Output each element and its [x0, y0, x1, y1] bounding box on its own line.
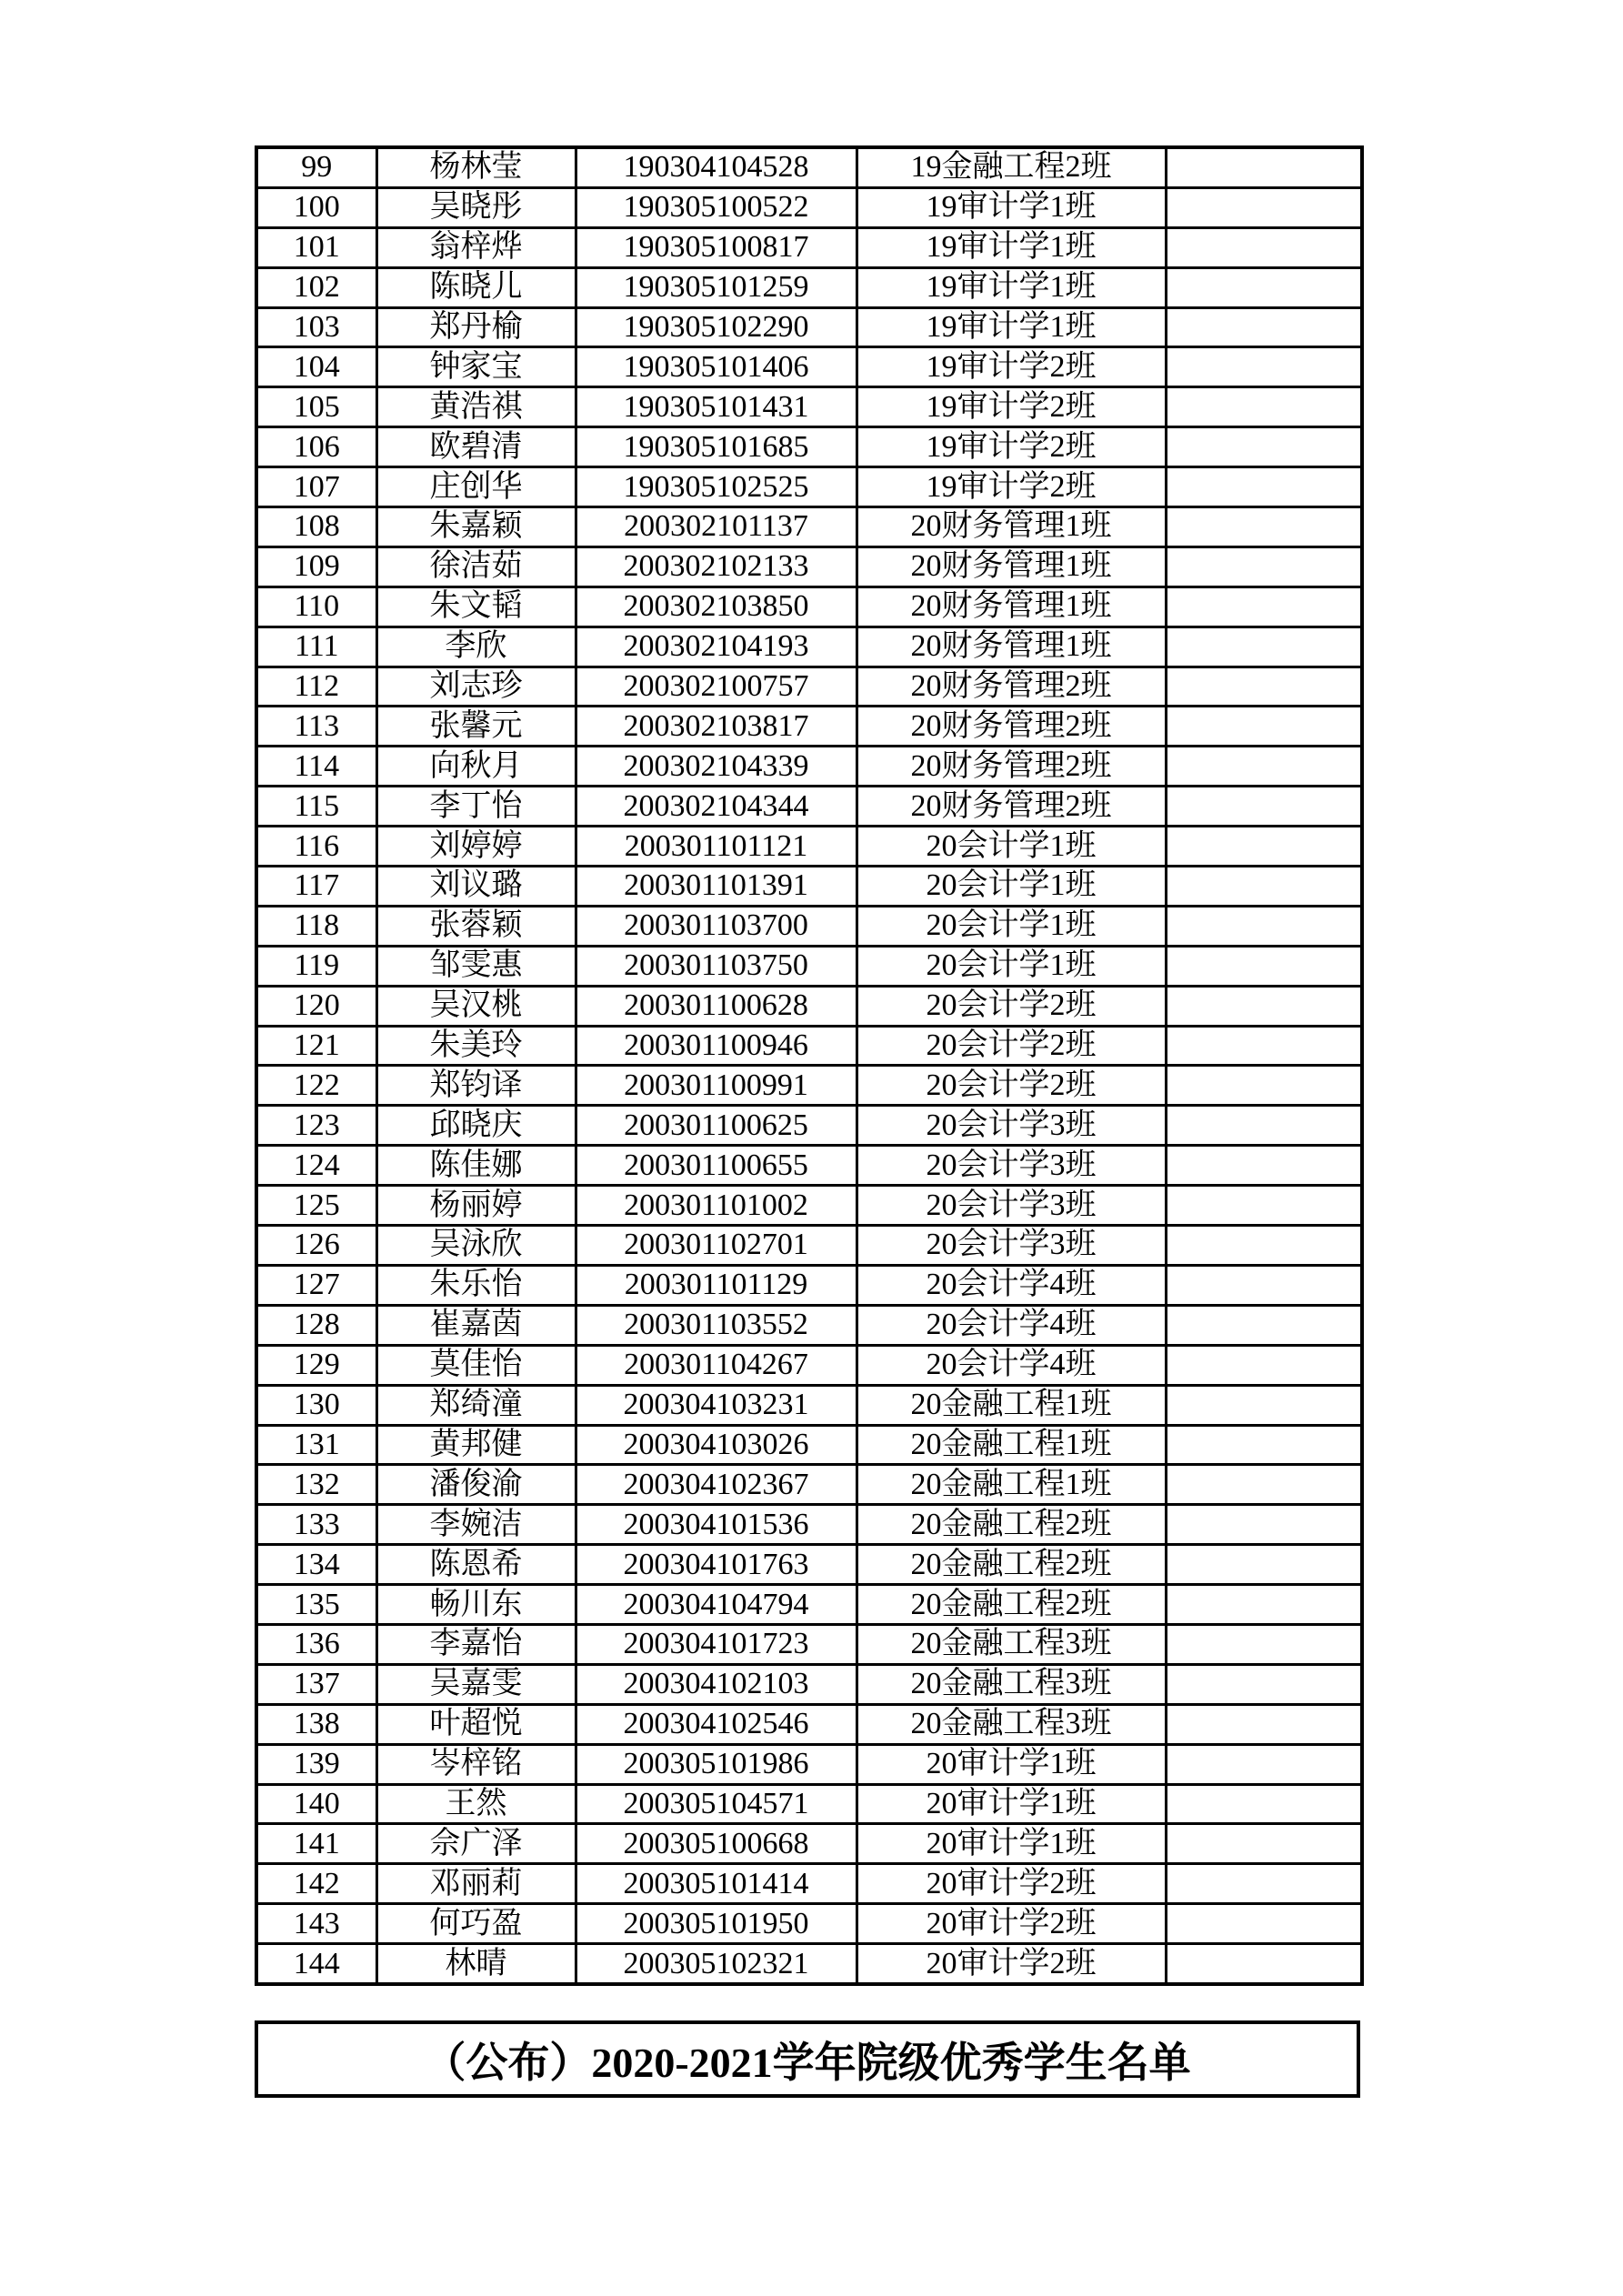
cell-name: 李婉洁 [376, 1505, 576, 1545]
table-row [256, 507, 1362, 547]
cell-student-id: 190305100522 [576, 187, 857, 227]
cell-no: 121 [256, 1026, 376, 1066]
cell-note [1166, 1186, 1362, 1226]
cell-student-id: 190305100817 [576, 227, 857, 267]
cell-name: 吴泳欣 [376, 1226, 576, 1266]
table-row [256, 347, 1362, 387]
cell-name: 刘志珍 [376, 667, 576, 707]
cell-note [1166, 747, 1362, 787]
cell-note [1166, 1425, 1362, 1465]
cell-class-name: 20审计学2班 [857, 1944, 1166, 1984]
cell-note [1166, 347, 1362, 387]
cell-name: 翁梓烨 [376, 227, 576, 267]
cell-name: 杨林莹 [376, 147, 576, 187]
cell-name: 朱乐怡 [376, 1265, 576, 1305]
cell-name: 郑钧译 [376, 1066, 576, 1106]
cell-name: 王然 [376, 1784, 576, 1824]
cell-name: 何巧盈 [376, 1904, 576, 1944]
cell-class-name: 19审计学1班 [857, 267, 1166, 307]
cell-no: 102 [256, 267, 376, 307]
cell-name: 刘议璐 [376, 867, 576, 907]
cell-note [1166, 467, 1362, 507]
cell-no: 100 [256, 187, 376, 227]
cell-class-name: 20财务管理2班 [857, 707, 1166, 747]
cell-note [1166, 1824, 1362, 1864]
cell-note [1166, 427, 1362, 467]
cell-no: 141 [256, 1824, 376, 1864]
cell-no: 135 [256, 1585, 376, 1625]
cell-class-name: 20财务管理1班 [857, 507, 1166, 547]
cell-class-name: 20审计学1班 [857, 1744, 1166, 1784]
table-row [256, 1305, 1362, 1345]
table-row [256, 787, 1362, 827]
cell-no: 109 [256, 546, 376, 587]
cell-note [1166, 1624, 1362, 1664]
cell-no: 113 [256, 707, 376, 747]
cell-student-id: 190305101685 [576, 427, 857, 467]
cell-name: 朱美玲 [376, 1026, 576, 1066]
cell-name: 张馨元 [376, 707, 576, 747]
cell-no: 142 [256, 1864, 376, 1904]
cell-student-id: 200301100655 [576, 1146, 857, 1186]
cell-name: 吴嘉雯 [376, 1664, 576, 1704]
cell-student-id: 200301101121 [576, 827, 857, 867]
cell-note [1166, 1664, 1362, 1704]
cell-student-id: 200304104794 [576, 1585, 857, 1625]
table-row [256, 1465, 1362, 1505]
table-row [256, 707, 1362, 747]
cell-note [1166, 587, 1362, 627]
cell-student-id: 200301101002 [576, 1186, 857, 1226]
table-row [256, 1026, 1362, 1066]
cell-no: 115 [256, 787, 376, 827]
table-row [256, 1784, 1362, 1824]
table-row [256, 1385, 1362, 1425]
cell-student-id: 200304103026 [576, 1425, 857, 1465]
cell-no: 138 [256, 1704, 376, 1744]
cell-student-id: 200304102367 [576, 1465, 857, 1505]
cell-student-id: 190304104528 [576, 147, 857, 187]
cell-no: 108 [256, 507, 376, 547]
cell-class-name: 20金融工程3班 [857, 1664, 1166, 1704]
table-row [256, 986, 1362, 1026]
cell-class-name: 20会计学2班 [857, 1026, 1166, 1066]
cell-name: 畅川东 [376, 1585, 576, 1625]
table-row [256, 1226, 1362, 1266]
cell-student-id: 200302104339 [576, 747, 857, 787]
cell-no: 129 [256, 1345, 376, 1385]
cell-class-name: 20审计学1班 [857, 1824, 1166, 1864]
table-row [256, 1425, 1362, 1465]
cell-class-name: 20会计学1班 [857, 827, 1166, 867]
cell-class-name: 20会计学3班 [857, 1186, 1166, 1226]
cell-student-id: 200302101137 [576, 507, 857, 547]
cell-note [1166, 1146, 1362, 1186]
cell-class-name: 19审计学1班 [857, 227, 1166, 267]
table-row [256, 827, 1362, 867]
cell-name: 吴晓彤 [376, 187, 576, 227]
cell-class-name: 20金融工程2班 [857, 1585, 1166, 1625]
cell-class-name: 19审计学2班 [857, 387, 1166, 427]
cell-student-id: 190305101406 [576, 347, 857, 387]
cell-note [1166, 1226, 1362, 1266]
cell-note [1166, 187, 1362, 227]
cell-class-name: 20财务管理1班 [857, 587, 1166, 627]
student-roster-table [255, 145, 1364, 1986]
cell-name: 吴汉桃 [376, 986, 576, 1026]
cell-note [1166, 507, 1362, 547]
cell-name: 叶超悦 [376, 1704, 576, 1744]
cell-class-name: 19金融工程2班 [857, 147, 1166, 187]
cell-student-id: 200302104193 [576, 627, 857, 667]
cell-class-name: 20金融工程2班 [857, 1505, 1166, 1545]
cell-no: 110 [256, 587, 376, 627]
cell-no: 128 [256, 1305, 376, 1345]
cell-note [1166, 1345, 1362, 1385]
cell-name: 潘俊渝 [376, 1465, 576, 1505]
cell-no: 136 [256, 1624, 376, 1664]
cell-no: 140 [256, 1784, 376, 1824]
cell-note [1166, 307, 1362, 347]
table-row [256, 307, 1362, 347]
cell-note [1166, 1106, 1362, 1146]
cell-note [1166, 1385, 1362, 1425]
table-row [256, 1624, 1362, 1664]
table-row [256, 906, 1362, 946]
cell-student-id: 200301103700 [576, 906, 857, 946]
cell-name: 李嘉怡 [376, 1624, 576, 1664]
cell-class-name: 20会计学3班 [857, 1146, 1166, 1186]
cell-no: 124 [256, 1146, 376, 1186]
cell-name: 李欣 [376, 627, 576, 667]
table-row [256, 1904, 1362, 1944]
cell-no: 101 [256, 227, 376, 267]
cell-student-id: 200304102103 [576, 1664, 857, 1704]
cell-note [1166, 667, 1362, 707]
table-row [256, 1664, 1362, 1704]
cell-name: 李丁怡 [376, 787, 576, 827]
cell-name: 刘婷婷 [376, 827, 576, 867]
cell-no: 134 [256, 1545, 376, 1585]
table-row [256, 187, 1362, 227]
cell-class-name: 19审计学1班 [857, 307, 1166, 347]
cell-name: 邱晓庆 [376, 1106, 576, 1146]
announcement-title-box [255, 2020, 1360, 2098]
cell-class-name: 20金融工程1班 [857, 1385, 1166, 1425]
cell-note [1166, 867, 1362, 907]
cell-note [1166, 1465, 1362, 1505]
table-row [256, 1944, 1362, 1984]
table-row [256, 546, 1362, 587]
cell-note [1166, 707, 1362, 747]
cell-note [1166, 1066, 1362, 1106]
table-row [256, 587, 1362, 627]
cell-class-name: 20会计学4班 [857, 1265, 1166, 1305]
cell-name: 陈晓儿 [376, 267, 576, 307]
cell-class-name: 20金融工程3班 [857, 1704, 1166, 1744]
table-row [256, 747, 1362, 787]
table-row [256, 467, 1362, 507]
cell-no: 120 [256, 986, 376, 1026]
cell-note [1166, 986, 1362, 1026]
cell-class-name: 20会计学1班 [857, 867, 1166, 907]
cell-name: 徐洁茹 [376, 546, 576, 587]
cell-name: 陈恩希 [376, 1545, 576, 1585]
cell-class-name: 20会计学2班 [857, 1066, 1166, 1106]
cell-name: 朱嘉颖 [376, 507, 576, 547]
cell-no: 132 [256, 1465, 376, 1505]
cell-note [1166, 147, 1362, 187]
cell-note [1166, 1305, 1362, 1345]
cell-no: 107 [256, 467, 376, 507]
cell-student-id: 190305102525 [576, 467, 857, 507]
cell-note [1166, 1505, 1362, 1545]
cell-student-id: 200301100991 [576, 1066, 857, 1106]
cell-no: 114 [256, 747, 376, 787]
cell-note [1166, 1784, 1362, 1824]
cell-name: 张蓉颖 [376, 906, 576, 946]
cell-class-name: 20会计学4班 [857, 1305, 1166, 1345]
cell-student-id: 200301100625 [576, 1106, 857, 1146]
cell-student-id: 200301101391 [576, 867, 857, 907]
cell-name: 邹雯惠 [376, 946, 576, 986]
cell-class-name: 20会计学2班 [857, 986, 1166, 1026]
cell-class-name: 20财务管理2班 [857, 667, 1166, 707]
cell-student-id: 200304103231 [576, 1385, 857, 1425]
cell-class-name: 20审计学2班 [857, 1864, 1166, 1904]
cell-student-id: 200305101414 [576, 1864, 857, 1904]
cell-note [1166, 227, 1362, 267]
cell-no: 112 [256, 667, 376, 707]
cell-note [1166, 267, 1362, 307]
cell-student-id: 200301104267 [576, 1345, 857, 1385]
cell-name: 林晴 [376, 1944, 576, 1984]
cell-class-name: 19审计学2班 [857, 467, 1166, 507]
cell-name: 向秋月 [376, 747, 576, 787]
cell-class-name: 20金融工程3班 [857, 1624, 1166, 1664]
cell-student-id: 200304101763 [576, 1545, 857, 1585]
cell-class-name: 20金融工程1班 [857, 1425, 1166, 1465]
table-row [256, 1744, 1362, 1784]
table-row [256, 1824, 1362, 1864]
cell-no: 117 [256, 867, 376, 907]
cell-student-id: 200301101129 [576, 1265, 857, 1305]
table-row [256, 1106, 1362, 1146]
cell-class-name: 19审计学1班 [857, 187, 1166, 227]
cell-class-name: 20金融工程2班 [857, 1545, 1166, 1585]
cell-name: 崔嘉茵 [376, 1305, 576, 1345]
cell-name: 钟家宝 [376, 347, 576, 387]
cell-name: 邓丽莉 [376, 1864, 576, 1904]
cell-class-name: 20财务管理1班 [857, 546, 1166, 587]
table-row [256, 267, 1362, 307]
cell-no: 131 [256, 1425, 376, 1465]
table-row [256, 1265, 1362, 1305]
cell-note [1166, 906, 1362, 946]
cell-class-name: 20会计学3班 [857, 1106, 1166, 1146]
cell-note [1166, 1944, 1362, 1984]
table-row [256, 1345, 1362, 1385]
table-row [256, 1505, 1362, 1545]
table-row [256, 427, 1362, 467]
cell-student-id: 200302104344 [576, 787, 857, 827]
cell-no: 111 [256, 627, 376, 667]
cell-no: 127 [256, 1265, 376, 1305]
cell-name: 庄创华 [376, 467, 576, 507]
cell-name: 郑丹榆 [376, 307, 576, 347]
cell-no: 106 [256, 427, 376, 467]
cell-no: 143 [256, 1904, 376, 1944]
cell-no: 105 [256, 387, 376, 427]
cell-class-name: 20财务管理2班 [857, 747, 1166, 787]
announcement-title: （公布）2020-2021学年院级优秀学生名单 [424, 2039, 1191, 2086]
cell-note [1166, 1265, 1362, 1305]
cell-student-id: 200301100628 [576, 986, 857, 1026]
cell-no: 125 [256, 1186, 376, 1226]
cell-name: 朱文韬 [376, 587, 576, 627]
cell-name: 莫佳怡 [376, 1345, 576, 1385]
cell-note [1166, 1585, 1362, 1625]
table-row [256, 1186, 1362, 1226]
cell-note [1166, 1704, 1362, 1744]
cell-class-name: 20财务管理2班 [857, 787, 1166, 827]
table-row [256, 227, 1362, 267]
cell-name: 欧碧清 [376, 427, 576, 467]
cell-student-id: 200304102546 [576, 1704, 857, 1744]
cell-student-id: 200304101536 [576, 1505, 857, 1545]
cell-no: 133 [256, 1505, 376, 1545]
cell-class-name: 19审计学2班 [857, 347, 1166, 387]
cell-student-id: 200302102133 [576, 546, 857, 587]
cell-note [1166, 627, 1362, 667]
cell-name: 杨丽婷 [376, 1186, 576, 1226]
cell-no: 144 [256, 1944, 376, 1984]
cell-note [1166, 1744, 1362, 1784]
cell-no: 122 [256, 1066, 376, 1106]
cell-no: 123 [256, 1106, 376, 1146]
cell-no: 130 [256, 1385, 376, 1425]
cell-note [1166, 1904, 1362, 1944]
cell-student-id: 190305101431 [576, 387, 857, 427]
table-row [256, 1066, 1362, 1106]
cell-class-name: 20会计学3班 [857, 1226, 1166, 1266]
cell-class-name: 20金融工程1班 [857, 1465, 1166, 1505]
cell-no: 116 [256, 827, 376, 867]
table-row [256, 627, 1362, 667]
cell-no: 99 [256, 147, 376, 187]
table-row [256, 667, 1362, 707]
cell-no: 137 [256, 1664, 376, 1704]
cell-student-id: 200305101986 [576, 1744, 857, 1784]
cell-note [1166, 827, 1362, 867]
cell-name: 黄邦健 [376, 1425, 576, 1465]
cell-no: 118 [256, 906, 376, 946]
cell-name: 黄浩祺 [376, 387, 576, 427]
cell-name: 陈佳娜 [376, 1146, 576, 1186]
cell-student-id: 190305102290 [576, 307, 857, 347]
cell-student-id: 190305101259 [576, 267, 857, 307]
table-row [256, 946, 1362, 986]
student-table-body [256, 147, 1362, 1984]
cell-no: 119 [256, 946, 376, 986]
cell-student-id: 200302103817 [576, 707, 857, 747]
cell-no: 139 [256, 1744, 376, 1784]
cell-note [1166, 787, 1362, 827]
cell-note [1166, 546, 1362, 587]
table-row [256, 147, 1362, 187]
cell-student-id: 200301100946 [576, 1026, 857, 1066]
table-row [256, 1704, 1362, 1744]
table-row [256, 867, 1362, 907]
cell-class-name: 19审计学2班 [857, 427, 1166, 467]
cell-student-id: 200301103750 [576, 946, 857, 986]
cell-note [1166, 1026, 1362, 1066]
table-row [256, 387, 1362, 427]
cell-student-id: 200305104571 [576, 1784, 857, 1824]
table-row [256, 1545, 1362, 1585]
cell-no: 126 [256, 1226, 376, 1266]
cell-name: 佘广泽 [376, 1824, 576, 1864]
cell-student-id: 200302100757 [576, 667, 857, 707]
table-row [256, 1146, 1362, 1186]
cell-name: 郑绮潼 [376, 1385, 576, 1425]
cell-student-id: 200301103552 [576, 1305, 857, 1345]
cell-note [1166, 946, 1362, 986]
cell-note [1166, 1864, 1362, 1904]
cell-class-name: 20会计学4班 [857, 1345, 1166, 1385]
cell-class-name: 20审计学2班 [857, 1904, 1166, 1944]
cell-class-name: 20会计学1班 [857, 946, 1166, 986]
cell-note [1166, 1545, 1362, 1585]
cell-class-name: 20财务管理1班 [857, 627, 1166, 667]
cell-name: 岑梓铭 [376, 1744, 576, 1784]
cell-no: 104 [256, 347, 376, 387]
cell-class-name: 20会计学1班 [857, 906, 1166, 946]
cell-student-id: 200305101950 [576, 1904, 857, 1944]
cell-student-id: 200302103850 [576, 587, 857, 627]
cell-student-id: 200304101723 [576, 1624, 857, 1664]
cell-class-name: 20审计学1班 [857, 1784, 1166, 1824]
cell-student-id: 200305100668 [576, 1824, 857, 1864]
cell-note [1166, 387, 1362, 427]
table-row [256, 1864, 1362, 1904]
cell-no: 103 [256, 307, 376, 347]
table-row [256, 1585, 1362, 1625]
cell-student-id: 200301102701 [576, 1226, 857, 1266]
cell-student-id: 200305102321 [576, 1944, 857, 1984]
